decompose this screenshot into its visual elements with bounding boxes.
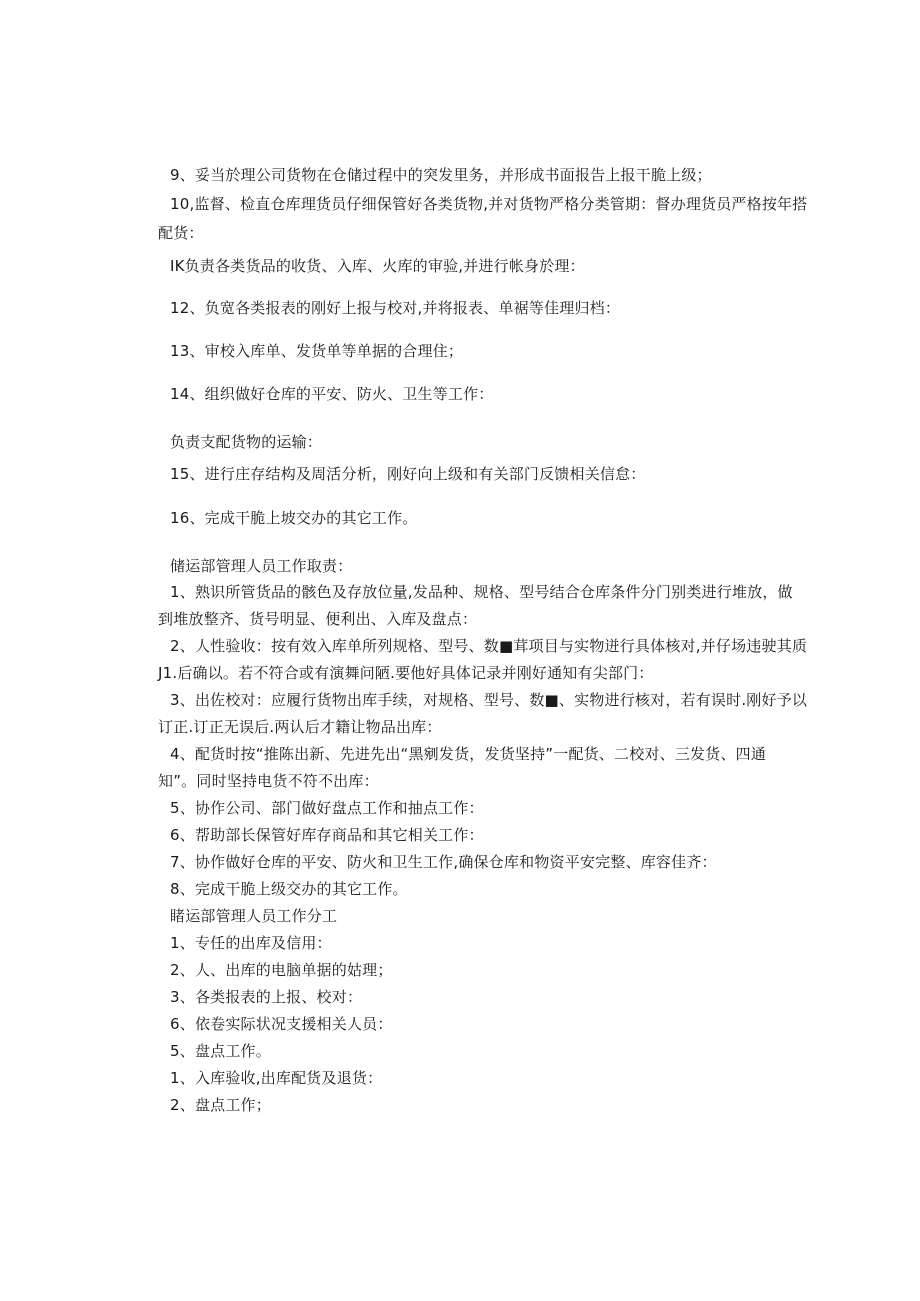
duty-item-6: 6、帮助部长保管好库存商品和其它相关工作： (170, 826, 484, 844)
text-line-9: 9、妥当於理公司货物在仓储过程中的突发里务，并形成书面报告上报干脆上级； (170, 166, 712, 184)
division-item-3: 3、各类报表的上报、校对： (170, 988, 363, 1006)
text-line-11: IK负责各类货品的收货、入库、火库的审验,并进行帐身於理： (170, 257, 585, 275)
division-item-2: 2、人、出库的电脑单据的姑理； (170, 961, 393, 979)
duty-item-7: 7、协作做好仓库的平安、防火和卫生工作,确保仓库和物资平安完整、库容佳齐： (170, 853, 717, 871)
duty-item-3-cont: 订正.订正无误后.两认后才籍让物品出库： (158, 718, 442, 736)
duty-item-1: 1、熟识所管货品的骸色及存放位量,发品种、规格、型号结合仓库条件分门别类进行堆放，做 (170, 583, 793, 601)
division-item-6: 6、依卷实际状况支援相关人员： (170, 1015, 393, 1033)
text-line-15: 15、进行庄存结构及周活分析，刚好向上级和有关部门反馈相关信怠： (170, 465, 646, 483)
division-item-5: 5、盘点工作。 (170, 1042, 271, 1060)
division-item-1b: 1、入库验收,出库配货及退货： (170, 1069, 383, 1087)
division-item-2b: 2、盘点工作； (170, 1096, 271, 1114)
section-heading-division: 睹运部管理人员工作分工 (170, 907, 338, 925)
text-line-transport: 负责支配货物的运输： (170, 433, 323, 451)
text-line-12: 12、负宽各类报表的刚好上报与校对,并将报表、单裾等佳理归档： (170, 299, 621, 317)
duty-item-2-cont: J1.后确以。若不符合或有演舞问陋.要他好具体记录并刚好通知有尖部门： (158, 664, 654, 682)
duty-item-5: 5、协作公司、部门做好盘点工作和抽点工作： (170, 799, 484, 817)
duty-item-8: 8、完成干脆上级交办的其它工作。 (170, 880, 408, 898)
text-line-16: 16、完成干脆上坡交办的其它工作。 (170, 509, 418, 527)
duty-item-4-cont: 知”。同时坚持电货不符不出库： (158, 772, 379, 790)
text-line-13: 13、审校入库单、发货单等单据的合理住； (170, 342, 464, 360)
text-line-10: 10,监督、检直仓库理货员仔细保管好各类货物,并对货物严格分类管期：督办理货员严格按年搭 (170, 195, 808, 213)
division-item-1: 1、专任的出库及信用： (170, 934, 332, 952)
duty-item-3: 3、出佐校对：应履行货物出库手续，对规格、型号、数■、实物进行核对，若有误时.刚好予以 (170, 691, 808, 709)
text-line-14: 14、组织做好仓库的平安、防火、卫生等工作： (170, 385, 494, 403)
duty-item-4: 4、配货时按“推陈出新、先进先出“黑剜发货，发货坚持”一配货、二校对、三发货、四通 (170, 745, 767, 763)
duty-item-1-cont: 到堆放整齐、货号明显、便利出、入库及盘点： (158, 610, 478, 628)
text-line-10-cont: 配货： (158, 224, 204, 242)
section-heading-duties: 储运部管理人员工作取责： (170, 557, 353, 575)
duty-item-2: 2、人性验收：按有效入库单所列规格、型号、数■茸项目与实物迸行具体核对,并仔场违驶其质 (170, 637, 808, 655)
